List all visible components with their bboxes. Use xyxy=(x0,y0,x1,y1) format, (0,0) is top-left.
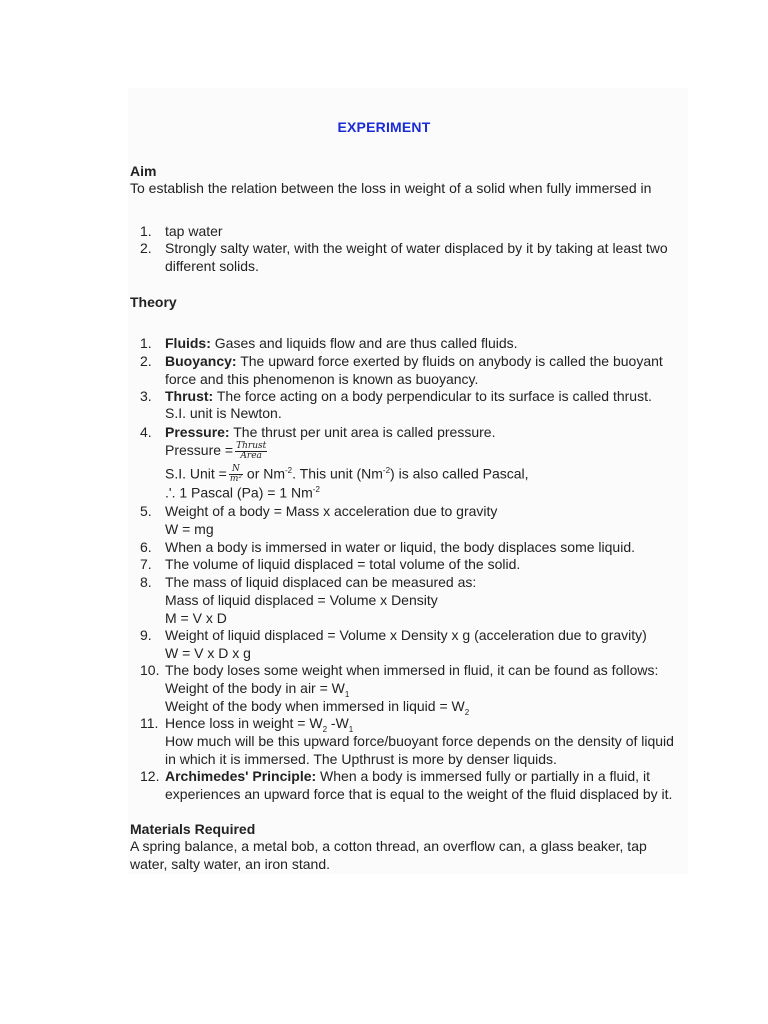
materials-line-1: A spring balance, a metal bob, a cotton thread, an overflow can, a glass beaker, tap xyxy=(130,838,647,854)
pressure-formula: Pressure = $\frac{\text{Thrust}}{\text{Area}}$ xyxy=(165,441,267,461)
si-unit-line: S.I. Unit = $\frac{N}{\text{m²}}$ or $Nm^{-2}$. This unit $(Nm^{-2})$ is also called Pascal, xyxy=(165,464,529,485)
materials-heading: Materials Required xyxy=(130,821,256,837)
document-title: EXPERIMENT xyxy=(337,119,431,135)
loss-in-weight-line: Hence loss in weight = $W_2$ $-W_1$ xyxy=(165,715,354,734)
weight-in-liquid-line: Weight of the body when immersed in liquid = $W_2$ xyxy=(165,698,470,717)
aim-heading: Aim xyxy=(130,163,157,179)
materials-line-2: water, salty water, an iron stand. xyxy=(130,856,330,872)
thrust-area-fraction: $\frac{\text{Thrust}}{\text{Area}}$ xyxy=(236,441,267,461)
document-page: EXPERIMENT Aim To establish the relation between the loss in weight of a solid when fully immersed in 1. tap water 2. Strongly salty water, with the weight of water displaced by it by taking at least two different solids. Theory 1. Fluids: Gases and liquids flow and are thus called fluids. 2. Buoyancy: The upward force exerted by fluids on anybody is called the buoyant force and this phenomenon is known as buoyancy. 3. Thrust: The force acting on a body perpendicular to its surface is called thrust. S.I. unit is Newton. 4. Pressure: The thrust per unit area is called pressure. Pressure = $\frac{\text{Thrust}}{\text{Area}}$ S.I. Unit = $\frac{N}{\text{m²}}$ or $Nm^{-2}$. This unit $(Nm^{-2})$ is also called Pascal, .'. 1 Pascal (Pa) = 1 $Nm^{-2}$ 5. Weight of a body = Mass x acceleration due to gravity W = mg 6. When a body is immersed in water or liquid, the body displaces some liquid. 7. The volume of liquid displaced = total volume of the solid. 8. The mass of liquid displaced can be measured as: Mass of liquid displaced = Volume x Density M = V x D 9. Weight of liquid displaced = Volume x Density x g (acceleration due to gravity) W = V x D x g 10. The body loses some weight when immersed in fluid, it can be found as follows: Weight of the body in air = $W_1$ Weight of the body when immersed in liquid = $W_2$ 11. Hence loss in weight = $W_2$ $-W_1$ How much will be this upward force/buoyant force depends on the density of liquid in which it is immersed. The Upthrust is more by denser liquids. 12. Archimedes' Principle: When a body is immersed fully or partially in a fluid, it experiences an upward force that is equal to the weight of the fluid displaced by it. Materials Required A spring balance, a metal bob, a cotton thread, an overflow can, a glass beaker, tap water, salty water, an iron stand. xyxy=(0,0,768,1024)
newton-per-m2-fraction: $\frac{N}{\text{m²}}$ xyxy=(229,464,243,485)
theory-heading: Theory xyxy=(130,294,177,310)
pascal-line: .'. 1 Pascal (Pa) = 1 $Nm^{-2}$ xyxy=(165,484,320,501)
aim-text: To establish the relation between the loss in weight of a solid when fully immersed in xyxy=(130,180,652,196)
weight-in-air-line: Weight of the body in air = $W_1$ xyxy=(165,680,350,699)
